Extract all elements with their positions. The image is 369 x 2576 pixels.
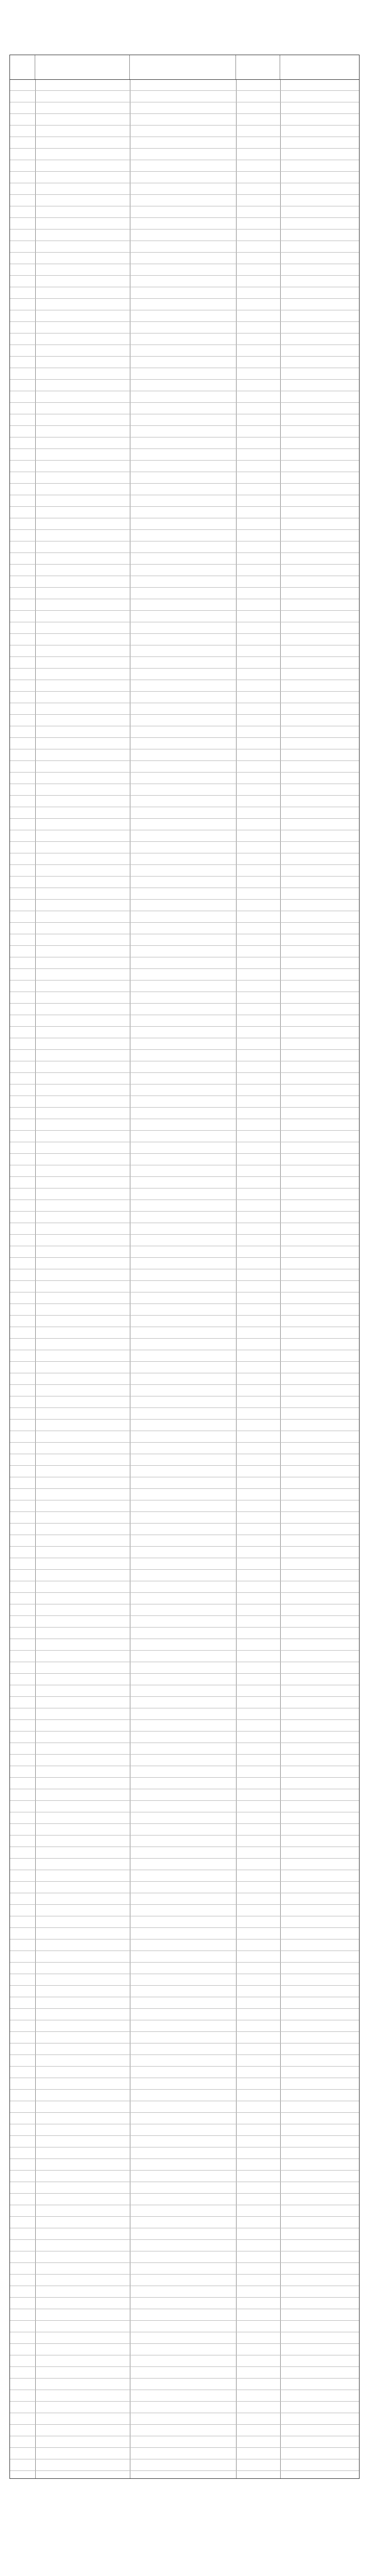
score-table <box>9 55 360 2479</box>
header-code <box>10 55 35 79</box>
header-type <box>130 55 236 79</box>
document-title <box>11 6 358 51</box>
header-name <box>35 55 130 79</box>
table-header <box>10 55 359 80</box>
header-min-score <box>236 55 280 79</box>
header-rank <box>280 55 359 79</box>
notes-block <box>11 2487 358 2566</box>
table-body <box>10 79 359 2478</box>
